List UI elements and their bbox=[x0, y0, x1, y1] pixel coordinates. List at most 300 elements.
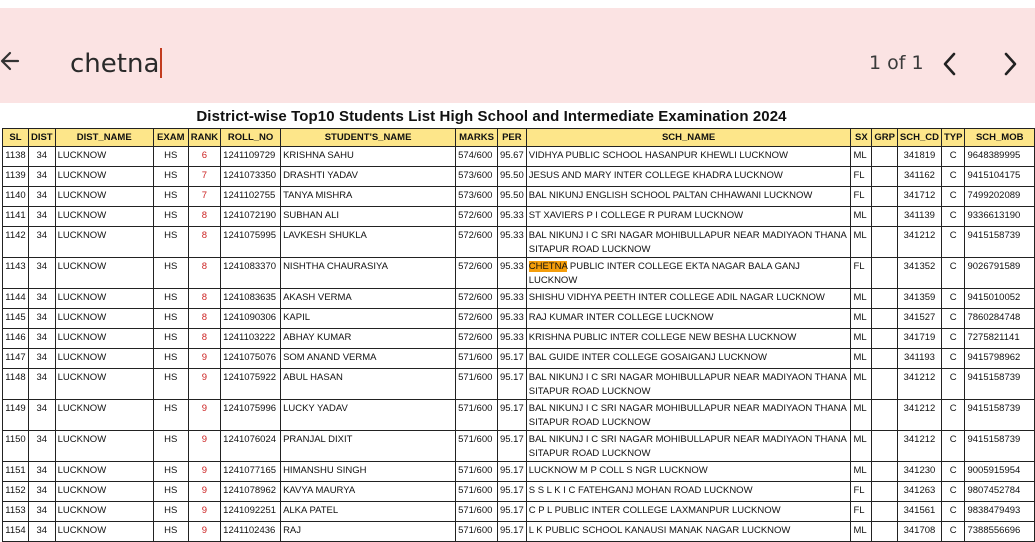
table-row bbox=[3, 431, 1035, 462]
cell-exam: HS bbox=[153, 207, 188, 227]
cell-dist: 34 bbox=[28, 258, 55, 289]
cell-mob: 9807452784 bbox=[965, 482, 1035, 502]
cell-grp bbox=[872, 258, 898, 289]
cell-name: SUBHAN ALI bbox=[281, 207, 456, 227]
cell-name: SOM ANAND VERMA bbox=[281, 349, 456, 369]
cell-rank: 9 bbox=[188, 369, 220, 400]
cell-school: L K PUBLIC SCHOOL KANAUSI MANAK NAGAR LUCKNOW bbox=[526, 522, 851, 542]
cell-per: 95.33 bbox=[497, 329, 526, 349]
cell-per: 95.17 bbox=[497, 482, 526, 502]
cell-mob: 9838479493 bbox=[965, 502, 1035, 522]
cell-name: ABUL HASAN bbox=[281, 369, 456, 400]
cell-grp bbox=[872, 369, 898, 400]
cell-roll: 1241083370 bbox=[221, 258, 281, 289]
cell-rank: 7 bbox=[188, 167, 220, 187]
cell-dist-name: LUCKNOW bbox=[55, 329, 153, 349]
cell-exam: HS bbox=[153, 369, 188, 400]
cell-school: RAJ KUMAR INTER COLLEGE LUCKNOW bbox=[526, 309, 851, 329]
cell-typ: C bbox=[941, 400, 964, 431]
cell-sx: ML bbox=[851, 400, 872, 431]
cell-per: 95.17 bbox=[497, 400, 526, 431]
cell-dist-name: LUCKNOW bbox=[55, 147, 153, 167]
document-title: District-wise Top10 Students List High School and Intermediate Examination 2024 bbox=[196, 108, 787, 125]
cell-per: 95.50 bbox=[497, 167, 526, 187]
cell-roll: 1241083635 bbox=[221, 289, 281, 309]
table-row bbox=[3, 167, 1035, 187]
cell-typ: C bbox=[941, 431, 964, 462]
cell-sl: 1151 bbox=[3, 462, 29, 482]
cell-school: KRISHNA PUBLIC INTER COLLEGE NEW BESHA LUCKNOW bbox=[526, 329, 851, 349]
cell-roll: 1241077165 bbox=[221, 462, 281, 482]
cell-sch-cd: 341212 bbox=[897, 400, 941, 431]
cell-name: ABHAY KUMAR bbox=[281, 329, 456, 349]
match-count: 1 of 1 bbox=[869, 52, 924, 74]
cell-name: PRANJAL DIXIT bbox=[281, 431, 456, 462]
cell-grp bbox=[872, 289, 898, 309]
cell-marks: 571/600 bbox=[456, 502, 498, 522]
cell-sx: ML bbox=[851, 462, 872, 482]
cell-school: BAL GUIDE INTER COLLEGE GOSAIGANJ LUCKNOW bbox=[526, 349, 851, 369]
column-header: SCH_MOB bbox=[965, 129, 1035, 147]
cell-roll: 1241075922 bbox=[221, 369, 281, 400]
cell-dist-name: LUCKNOW bbox=[55, 462, 153, 482]
cell-marks: 572/600 bbox=[456, 309, 498, 329]
cell-per: 95.17 bbox=[497, 349, 526, 369]
cell-marks: 571/600 bbox=[456, 369, 498, 400]
cell-sch-cd: 341719 bbox=[897, 329, 941, 349]
cell-exam: HS bbox=[153, 187, 188, 207]
cell-school: BAL NIKUNJ I C SRI NAGAR MOHIBULLAPUR NEAR MADIYAON THANA SITAPUR ROAD LUCKNOW bbox=[526, 227, 851, 258]
text-caret bbox=[160, 48, 162, 78]
cell-mob: 9415158739 bbox=[965, 369, 1035, 400]
cell-exam: HS bbox=[153, 522, 188, 542]
cell-mob: 7388556696 bbox=[965, 522, 1035, 542]
cell-per: 95.33 bbox=[497, 258, 526, 289]
cell-typ: C bbox=[941, 462, 964, 482]
cell-marks: 571/600 bbox=[456, 482, 498, 502]
cell-sch-cd: 341139 bbox=[897, 207, 941, 227]
cell-sch-cd: 341212 bbox=[897, 431, 941, 462]
cell-dist: 34 bbox=[28, 400, 55, 431]
cell-sx: FL bbox=[851, 482, 872, 502]
column-header: GRP bbox=[872, 129, 898, 147]
cell-dist: 34 bbox=[28, 369, 55, 400]
cell-school: BAL NIKUNJ I C SRI NAGAR MOHIBULLAPUR NEAR MADIYAON THANA SITAPUR ROAD LUCKNOW bbox=[526, 369, 851, 400]
cell-rank: 8 bbox=[188, 227, 220, 258]
cell-rank: 9 bbox=[188, 349, 220, 369]
cell-sch-cd: 341212 bbox=[897, 369, 941, 400]
cell-per: 95.33 bbox=[497, 309, 526, 329]
cell-marks: 571/600 bbox=[456, 462, 498, 482]
cell-grp bbox=[872, 309, 898, 329]
cell-grp bbox=[872, 187, 898, 207]
table-row bbox=[3, 309, 1035, 329]
cell-sch-cd: 341561 bbox=[897, 502, 941, 522]
cell-exam: HS bbox=[153, 147, 188, 167]
cell-name: DRASHTI YADAV bbox=[281, 167, 456, 187]
cell-dist-name: LUCKNOW bbox=[55, 400, 153, 431]
cell-marks: 573/600 bbox=[456, 187, 498, 207]
cell-exam: HS bbox=[153, 462, 188, 482]
cell-exam: HS bbox=[153, 482, 188, 502]
cell-roll: 1241075995 bbox=[221, 227, 281, 258]
cell-dist: 34 bbox=[28, 227, 55, 258]
cell-per: 95.17 bbox=[497, 369, 526, 400]
cell-school: BAL NIKUNJ I C SRI NAGAR MOHIBULLAPUR NEAR MADIYAON THANA SITAPUR ROAD LUCKNOW bbox=[526, 400, 851, 431]
column-header: DIST_NAME bbox=[55, 129, 153, 147]
table-row bbox=[3, 400, 1035, 431]
cell-sl: 1138 bbox=[3, 147, 29, 167]
cell-roll: 1241090306 bbox=[221, 309, 281, 329]
cell-typ: C bbox=[941, 289, 964, 309]
cell-sx: ML bbox=[851, 369, 872, 400]
cell-roll: 1241092251 bbox=[221, 502, 281, 522]
cell-rank: 8 bbox=[188, 207, 220, 227]
cell-exam: HS bbox=[153, 258, 188, 289]
school-name-rest: PUBLIC INTER COLLEGE EKTA NAGAR BALA GANJ LUCKNOW bbox=[528, 261, 800, 286]
cell-dist-name: LUCKNOW bbox=[55, 289, 153, 309]
cell-dist-name: LUCKNOW bbox=[55, 522, 153, 542]
table-row bbox=[3, 462, 1035, 482]
cell-school: BAL NIKUNJ ENGLISH SCHOOL PALTAN CHHAWANI LUCKNOW bbox=[526, 187, 851, 207]
cell-dist: 34 bbox=[28, 482, 55, 502]
cell-mob: 9415158739 bbox=[965, 400, 1035, 431]
cell-sl: 1153 bbox=[3, 502, 29, 522]
cell-marks: 571/600 bbox=[456, 431, 498, 462]
cell-sch-cd: 341193 bbox=[897, 349, 941, 369]
cell-sx: ML bbox=[851, 329, 872, 349]
table-row bbox=[3, 147, 1035, 167]
cell-roll: 1241076024 bbox=[221, 431, 281, 462]
cell-grp bbox=[872, 482, 898, 502]
cell-marks: 572/600 bbox=[456, 329, 498, 349]
cell-sl: 1148 bbox=[3, 369, 29, 400]
cell-typ: C bbox=[941, 187, 964, 207]
cell-sch-cd: 341352 bbox=[897, 258, 941, 289]
cell-mob: 9415158739 bbox=[965, 431, 1035, 462]
column-header: SCH_NAME bbox=[526, 129, 851, 147]
cell-sx: ML bbox=[851, 289, 872, 309]
cell-typ: C bbox=[941, 207, 964, 227]
cell-mob: 9415010052 bbox=[965, 289, 1035, 309]
cell-roll: 1241102436 bbox=[221, 522, 281, 542]
cell-mob: 7499202089 bbox=[965, 187, 1035, 207]
cell-mob: 9415158739 bbox=[965, 227, 1035, 258]
cell-sl: 1149 bbox=[3, 400, 29, 431]
cell-sch-cd: 341263 bbox=[897, 482, 941, 502]
arrow-left-icon[interactable] bbox=[0, 46, 22, 76]
cell-mob: 9026791589 bbox=[965, 258, 1035, 289]
cell-exam: HS bbox=[153, 400, 188, 431]
cell-dist: 34 bbox=[28, 147, 55, 167]
column-header: TYP bbox=[941, 129, 964, 147]
cell-dist: 34 bbox=[28, 431, 55, 462]
cell-marks: 572/600 bbox=[456, 227, 498, 258]
cell-school: ST XAVIERS P I COLLEGE R PURAM LUCKNOW bbox=[526, 207, 851, 227]
column-header: DIST bbox=[28, 129, 55, 147]
search-match-highlight: CHETNA bbox=[528, 261, 568, 272]
cell-sx: ML bbox=[851, 309, 872, 329]
cell-rank: 8 bbox=[188, 289, 220, 309]
cell-roll: 1241072190 bbox=[221, 207, 281, 227]
cell-mob: 7275821141 bbox=[965, 329, 1035, 349]
cell-grp bbox=[872, 207, 898, 227]
table-row bbox=[3, 502, 1035, 522]
cell-rank: 8 bbox=[188, 258, 220, 289]
cell-per: 95.17 bbox=[497, 431, 526, 462]
cell-per: 95.33 bbox=[497, 289, 526, 309]
cell-mob: 9415104175 bbox=[965, 167, 1035, 187]
cell-exam: HS bbox=[153, 349, 188, 369]
cell-school: BAL NIKUNJ I C SRI NAGAR MOHIBULLAPUR NEAR MADIYAON THANA SITAPUR ROAD LUCKNOW bbox=[526, 431, 851, 462]
cell-name: LAVKESH SHUKLA bbox=[281, 227, 456, 258]
cell-sl: 1140 bbox=[3, 187, 29, 207]
cell-grp bbox=[872, 349, 898, 369]
cell-name: RAJ bbox=[281, 522, 456, 542]
cell-dist-name: LUCKNOW bbox=[55, 502, 153, 522]
cell-school: LUCKNOW M P COLL S NGR LUCKNOW bbox=[526, 462, 851, 482]
cell-per: 95.33 bbox=[497, 227, 526, 258]
cell-exam: HS bbox=[153, 289, 188, 309]
cell-sl: 1144 bbox=[3, 289, 29, 309]
cell-sl: 1139 bbox=[3, 167, 29, 187]
search-query-text: chetna bbox=[70, 49, 160, 79]
cell-typ: C bbox=[941, 147, 964, 167]
cell-mob: 9336613190 bbox=[965, 207, 1035, 227]
cell-name: LUCKY YADAV bbox=[281, 400, 456, 431]
cell-grp bbox=[872, 329, 898, 349]
cell-sl: 1147 bbox=[3, 349, 29, 369]
cell-school: SHISHU VIDHYA PEETH INTER COLLEGE ADIL NAGAR LUCKNOW bbox=[526, 289, 851, 309]
cell-marks: 572/600 bbox=[456, 289, 498, 309]
cell-exam: HS bbox=[153, 167, 188, 187]
cell-sl: 1146 bbox=[3, 329, 29, 349]
cell-school: C P L PUBLIC INTER COLLEGE LAXMANPUR LUCKNOW bbox=[526, 502, 851, 522]
cell-dist: 34 bbox=[28, 329, 55, 349]
cell-sch-cd: 341230 bbox=[897, 462, 941, 482]
cell-roll: 1241075996 bbox=[221, 400, 281, 431]
cell-dist: 34 bbox=[28, 502, 55, 522]
column-header: SL bbox=[3, 129, 29, 147]
cell-sch-cd: 341162 bbox=[897, 167, 941, 187]
cell-sch-cd: 341708 bbox=[897, 522, 941, 542]
cell-school: JESUS AND MARY INTER COLLEGE KHADRA LUCKNOW bbox=[526, 167, 851, 187]
cell-rank: 9 bbox=[188, 522, 220, 542]
cell-grp bbox=[872, 167, 898, 187]
cell-sl: 1152 bbox=[3, 482, 29, 502]
cell-dist-name: LUCKNOW bbox=[55, 431, 153, 462]
cell-sx: ML bbox=[851, 431, 872, 462]
cell-mob: 9648389995 bbox=[965, 147, 1035, 167]
cell-marks: 574/600 bbox=[456, 147, 498, 167]
find-bar bbox=[0, 8, 1035, 103]
cell-typ: C bbox=[941, 502, 964, 522]
cell-sx: ML bbox=[851, 349, 872, 369]
cell-school bbox=[526, 258, 851, 289]
table-row bbox=[3, 522, 1035, 542]
cell-dist: 34 bbox=[28, 309, 55, 329]
cell-rank: 8 bbox=[188, 309, 220, 329]
cell-rank: 9 bbox=[188, 462, 220, 482]
table-row bbox=[3, 369, 1035, 400]
cell-roll: 1241109729 bbox=[221, 147, 281, 167]
cell-marks: 573/600 bbox=[456, 167, 498, 187]
cell-mob: 9415798962 bbox=[965, 349, 1035, 369]
table-header-row bbox=[3, 129, 1035, 147]
cell-dist: 34 bbox=[28, 462, 55, 482]
table-row bbox=[3, 207, 1035, 227]
cell-typ: C bbox=[941, 329, 964, 349]
chevron-left-icon[interactable] bbox=[938, 50, 962, 78]
cell-dist-name: LUCKNOW bbox=[55, 207, 153, 227]
cell-per: 95.17 bbox=[497, 522, 526, 542]
cell-sx: ML bbox=[851, 227, 872, 258]
cell-roll: 1241075076 bbox=[221, 349, 281, 369]
students-table bbox=[2, 128, 1035, 542]
cell-mob: 7860284748 bbox=[965, 309, 1035, 329]
cell-name: NISHTHA CHAURASIYA bbox=[281, 258, 456, 289]
chevron-right-icon[interactable] bbox=[998, 50, 1022, 78]
cell-dist: 34 bbox=[28, 187, 55, 207]
cell-dist: 34 bbox=[28, 167, 55, 187]
cell-rank: 8 bbox=[188, 329, 220, 349]
cell-name: TANYA MISHRA bbox=[281, 187, 456, 207]
column-header: SCH_CD bbox=[897, 129, 941, 147]
cell-per: 95.67 bbox=[497, 147, 526, 167]
cell-exam: HS bbox=[153, 329, 188, 349]
cell-sx: FL bbox=[851, 167, 872, 187]
search-input[interactable] bbox=[70, 48, 162, 79]
cell-name: HIMANSHU SINGH bbox=[281, 462, 456, 482]
cell-typ: C bbox=[941, 227, 964, 258]
cell-marks: 571/600 bbox=[456, 522, 498, 542]
cell-exam: HS bbox=[153, 227, 188, 258]
cell-typ: C bbox=[941, 522, 964, 542]
cell-rank: 7 bbox=[188, 187, 220, 207]
cell-exam: HS bbox=[153, 431, 188, 462]
cell-sch-cd: 341359 bbox=[897, 289, 941, 309]
cell-sl: 1143 bbox=[3, 258, 29, 289]
column-header: ROLL_NO bbox=[221, 129, 281, 147]
cell-sx: ML bbox=[851, 522, 872, 542]
cell-grp bbox=[872, 400, 898, 431]
cell-grp bbox=[872, 462, 898, 482]
column-header: EXAM bbox=[153, 129, 188, 147]
column-header: MARKS bbox=[456, 129, 498, 147]
cell-name: KAPIL bbox=[281, 309, 456, 329]
cell-dist: 34 bbox=[28, 289, 55, 309]
cell-typ: C bbox=[941, 349, 964, 369]
cell-marks: 571/600 bbox=[456, 349, 498, 369]
cell-typ: C bbox=[941, 309, 964, 329]
cell-name: AKASH VERMA bbox=[281, 289, 456, 309]
cell-sx: FL bbox=[851, 502, 872, 522]
column-header: PER bbox=[497, 129, 526, 147]
cell-roll: 1241102755 bbox=[221, 187, 281, 207]
cell-grp bbox=[872, 227, 898, 258]
cell-grp bbox=[872, 522, 898, 542]
cell-dist-name: LUCKNOW bbox=[55, 258, 153, 289]
column-header: SX bbox=[851, 129, 872, 147]
cell-typ: C bbox=[941, 482, 964, 502]
cell-exam: HS bbox=[153, 309, 188, 329]
cell-rank: 6 bbox=[188, 147, 220, 167]
cell-roll: 1241103222 bbox=[221, 329, 281, 349]
cell-dist: 34 bbox=[28, 349, 55, 369]
cell-grp bbox=[872, 431, 898, 462]
cell-sl: 1154 bbox=[3, 522, 29, 542]
cell-rank: 9 bbox=[188, 400, 220, 431]
cell-dist-name: LUCKNOW bbox=[55, 227, 153, 258]
table-row bbox=[3, 289, 1035, 309]
table-row bbox=[3, 258, 1035, 289]
cell-school: S S L K I C FATEHGANJ MOHAN ROAD LUCKNOW bbox=[526, 482, 851, 502]
cell-sx: ML bbox=[851, 147, 872, 167]
cell-name: ALKA PATEL bbox=[281, 502, 456, 522]
cell-per: 95.50 bbox=[497, 187, 526, 207]
cell-sx: ML bbox=[851, 207, 872, 227]
column-header: STUDENT'S_NAME bbox=[281, 129, 456, 147]
cell-sch-cd: 341212 bbox=[897, 227, 941, 258]
cell-sx: FL bbox=[851, 258, 872, 289]
cell-dist: 34 bbox=[28, 207, 55, 227]
cell-roll: 1241073350 bbox=[221, 167, 281, 187]
cell-sch-cd: 341819 bbox=[897, 147, 941, 167]
cell-typ: C bbox=[941, 167, 964, 187]
cell-grp bbox=[872, 147, 898, 167]
cell-mob: 9005915954 bbox=[965, 462, 1035, 482]
cell-roll: 1241078962 bbox=[221, 482, 281, 502]
cell-dist-name: LUCKNOW bbox=[55, 167, 153, 187]
cell-sl: 1142 bbox=[3, 227, 29, 258]
cell-sch-cd: 341527 bbox=[897, 309, 941, 329]
table-row bbox=[3, 329, 1035, 349]
cell-dist-name: LUCKNOW bbox=[55, 349, 153, 369]
cell-marks: 572/600 bbox=[456, 207, 498, 227]
cell-dist-name: LUCKNOW bbox=[55, 482, 153, 502]
column-header: RANK bbox=[188, 129, 220, 147]
table-row bbox=[3, 349, 1035, 369]
cell-typ: C bbox=[941, 258, 964, 289]
cell-sl: 1141 bbox=[3, 207, 29, 227]
cell-rank: 9 bbox=[188, 431, 220, 462]
cell-exam: HS bbox=[153, 502, 188, 522]
cell-school: VIDHYA PUBLIC SCHOOL HASANPUR KHEWLI LUCKNOW bbox=[526, 147, 851, 167]
cell-sl: 1145 bbox=[3, 309, 29, 329]
cell-marks: 572/600 bbox=[456, 258, 498, 289]
cell-sch-cd: 341712 bbox=[897, 187, 941, 207]
cell-typ: C bbox=[941, 369, 964, 400]
cell-rank: 9 bbox=[188, 502, 220, 522]
cell-dist-name: LUCKNOW bbox=[55, 309, 153, 329]
table-row bbox=[3, 187, 1035, 207]
cell-rank: 9 bbox=[188, 482, 220, 502]
cell-name: KRISHNA SAHU bbox=[281, 147, 456, 167]
cell-per: 95.33 bbox=[497, 207, 526, 227]
cell-marks: 571/600 bbox=[456, 400, 498, 431]
cell-dist-name: LUCKNOW bbox=[55, 369, 153, 400]
cell-name: KAVYA MAURYA bbox=[281, 482, 456, 502]
table-row bbox=[3, 482, 1035, 502]
cell-dist: 34 bbox=[28, 522, 55, 542]
cell-sx: FL bbox=[851, 187, 872, 207]
cell-dist-name: LUCKNOW bbox=[55, 187, 153, 207]
cell-per: 95.17 bbox=[497, 502, 526, 522]
table-row bbox=[3, 227, 1035, 258]
cell-sl: 1150 bbox=[3, 431, 29, 462]
cell-grp bbox=[872, 502, 898, 522]
document-page bbox=[0, 103, 1035, 536]
